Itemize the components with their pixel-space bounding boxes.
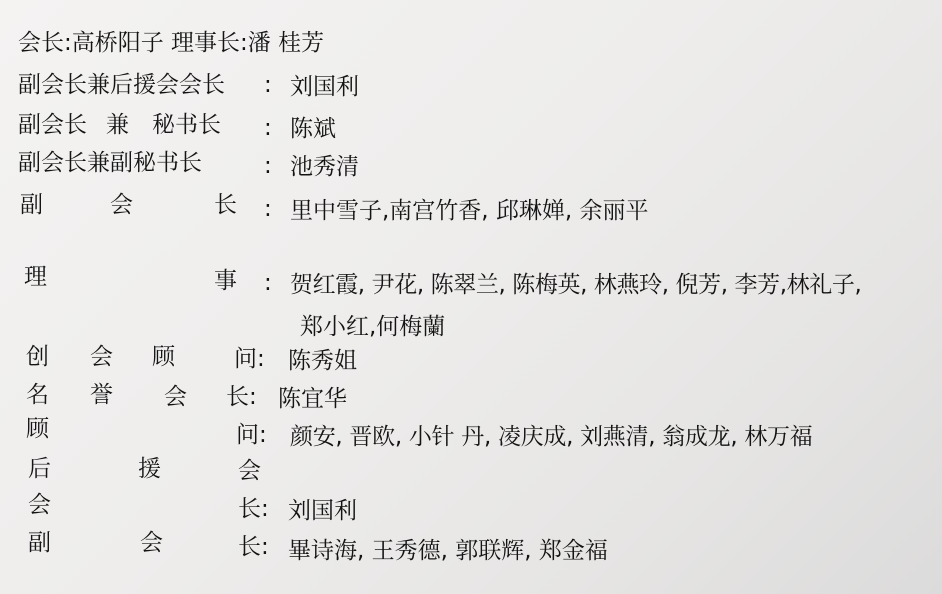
founding-advisor-char-1: 创 [26, 344, 49, 370]
founding-advisor-char-3: 顾 [152, 344, 175, 370]
honorary-president-char-3: 会 [164, 384, 187, 410]
vp-support-label: 副会长兼后援会会长 [18, 72, 225, 98]
vice-presidents-colon: : [264, 196, 272, 222]
support-vp-names: 畢诗海, 王秀德, 郭联辉, 郑金福 [288, 538, 608, 564]
advisors-char-2: 问: [236, 422, 267, 448]
support-association-char-2: 援 [138, 456, 161, 482]
vp-support-colon: : [264, 72, 272, 98]
vp-secretary-label-c: 秘书长 [152, 112, 221, 138]
support-president-name: 刘国利 [288, 498, 357, 524]
president-and-chairman-line: 会长:高桥阳子 理事长:潘 桂芳 [18, 30, 325, 56]
support-association-char-3: 会 [238, 458, 261, 484]
vp-secretary-colon: : [264, 115, 272, 141]
vp-dep-secretary-colon: : [264, 153, 272, 179]
founding-advisor-char-2: 会 [90, 344, 113, 370]
directors-names: 贺红霞, 尹花, 陈翠兰, 陈梅英, 林燕玲, 倪芳, 李芳,林礼子, [290, 272, 862, 298]
vp-dep-secretary-label: 副会长兼副秘书长 [18, 150, 202, 176]
founding-advisor-name: 陈秀姐 [288, 348, 357, 374]
vp-secretary-label-b: 兼 [106, 112, 129, 138]
vice-presidents-names: 里中雪子,南宫竹香, 邱琳婵, 余丽平 [290, 198, 649, 224]
vice-presidents-char-3: 长 [214, 192, 237, 218]
vp-secretary-label-a: 副会长 [18, 112, 87, 138]
support-president-char-1: 会 [28, 492, 51, 518]
vice-presidents-char-1: 副 [20, 192, 43, 218]
founding-advisor-char-4: 问: [234, 346, 265, 372]
support-vp-char-3: 长: [238, 534, 269, 560]
vice-presidents-char-2: 会 [110, 192, 133, 218]
honorary-president-char-1: 名 [26, 382, 49, 408]
honorary-president-char-2: 誉 [90, 382, 113, 408]
directors-colon: : [264, 270, 272, 296]
support-vp-char-1: 副 [28, 530, 51, 556]
advisors-char-1: 顾 [26, 416, 49, 442]
support-vp-char-2: 会 [140, 530, 163, 556]
honorary-president-char-4: 长: [226, 384, 257, 410]
directors-char-1: 理 [24, 264, 47, 290]
support-association-char-1: 后 [28, 456, 51, 482]
vp-secretary-name: 陈斌 [290, 116, 336, 142]
vp-support-name: 刘国利 [290, 74, 359, 100]
honorary-president-name: 陈宜华 [278, 386, 347, 412]
support-president-char-2: 长: [238, 496, 269, 522]
directors-names-continued: 郑小红,何梅蘭 [300, 314, 446, 340]
vp-dep-secretary-name: 池秀清 [290, 154, 359, 180]
advisors-names: 颜安, 晋欧, 小针 丹, 凌庆成, 刘燕清, 翁成龙, 林万福 [290, 424, 813, 450]
directors-char-2: 事 [214, 268, 237, 294]
